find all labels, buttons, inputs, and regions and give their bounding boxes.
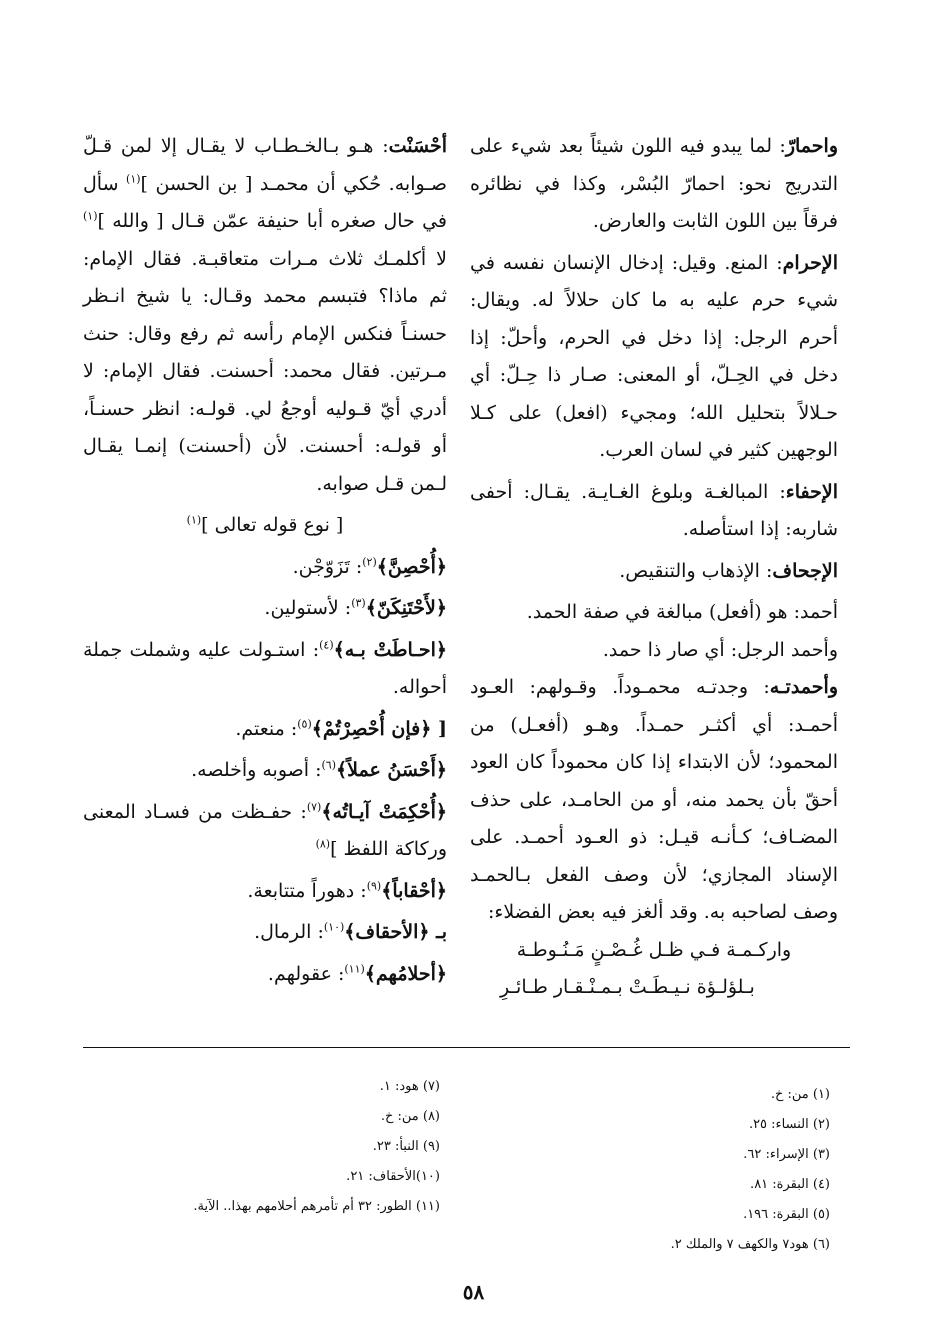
footnote-ref: (١) — [83, 209, 98, 223]
entry-term: واحمارّ — [785, 135, 838, 157]
left-column — [83, 128, 447, 997]
entry-term: ﴿أُحْصِنَّ﴾ — [376, 555, 447, 578]
quran-entry — [83, 711, 447, 749]
entry-ihram — [470, 245, 838, 470]
entry-term: الإحفاء — [785, 480, 838, 503]
footnote: (٧) هود: ١. — [379, 1079, 440, 1094]
footnote: (٩) النبأ: ٢٣. — [372, 1139, 440, 1154]
entry-term: ﴿أحلامُهم﴾ — [364, 962, 447, 985]
footnote: (٨) من: خ. — [380, 1109, 440, 1124]
entry-term: ﴿احـاطَتْ بـه﴾ — [333, 638, 447, 661]
poem-line-1: واركـمـة فـي ظـل غُـصْـنٍ مَـنُـوطـة — [516, 938, 792, 961]
entry-ahmad-rajul — [470, 632, 838, 670]
footnotes-left — [110, 1072, 440, 1222]
entry-text: : الرمال. — [254, 921, 324, 943]
footnote-ref: (٧) — [306, 800, 322, 814]
footnote-ref: (٦) — [321, 758, 337, 772]
section-heading-text: [ نوع قوله تعالى ] — [201, 514, 344, 536]
quran-entry — [83, 590, 447, 628]
footnote: (٣) الإسراء: ٦٢. — [743, 1147, 830, 1162]
entry-text: : وجدتـه محمـوداً. وقـولهم: العـود أحمـد: أي أكثـر حمـداً. وهـو (أفعـل) من المحمود؛ لأن الابتداء إذا كان محموداً كان العود أحقّ بأن يحمد منه، أو من الحامـد، على حذف المضـاف؛ كـأنـه قيـل: ذو العـود أحمـد. على الإسناد المجازي؛ لأن وصف الفعل بـالحمـد وصف لصاحبه به. وقد ألغز فيه بعض الفضلاء: — [470, 676, 838, 923]
footnote-ref: (٣) — [351, 596, 366, 610]
entry-text: أحمد: هو (أفعل) مبالغة في صفة الحمد. — [526, 601, 838, 623]
entry-text: وأحمد الرجل: أي صار ذا حمد. — [602, 638, 838, 661]
footnote-ref: (١) — [126, 172, 141, 186]
footnote-ref: (١٠) — [323, 920, 345, 934]
entry-text: : لأستولين. — [264, 597, 352, 619]
footnote: (٥) البقرة: ١٩٦. — [743, 1207, 830, 1222]
entry-term: الإجحاف — [772, 559, 838, 582]
entry-text: : عقولهم. — [267, 962, 345, 985]
quran-entry — [83, 549, 447, 587]
entry-text: : منعتم. — [235, 717, 298, 740]
entry-term: أحْسَنْت — [388, 135, 447, 157]
footnote-divider — [83, 1047, 850, 1048]
footnote: (١٠)الأحقاف: ٢١. — [346, 1169, 440, 1184]
entry-text: : الإذهاب والتنقيص. — [619, 559, 773, 582]
poem-line-2: بـلؤلـؤة نـيـطَـتْ بـمـنْـقـار طـائـرِ — [500, 976, 755, 998]
quran-entry — [83, 752, 447, 790]
footnote-ref: (٥) — [297, 717, 312, 731]
entry-ahmad — [470, 594, 838, 632]
entry-text: لا أكلمـك ثلاث مـرات متعاقبـة. فقال الإمام: ثم ماذا؟ فتبسم محمد وقـال: يا شيخ انـظر حسنـاً فنكس الإمام رأسه ثم رفع وقال: حنث مـرتين. فقال محمد: أحسنت. فقال الإمام: لا أدري أيّ قـوليه أوجعُ لي. قولـه: انظر حسنـاً، أو قولـه: أحسنت. لأن (أحسنت) إنمـا يقـال لـمن قـل صوابه. — [83, 247, 447, 495]
entry-term: ﴿أحْقاباً﴾ — [381, 879, 447, 902]
footnote: (١) من: خ. — [770, 1087, 830, 1102]
entry-term: ﴿أَحْسَنُ عملاً﴾ — [336, 759, 447, 781]
entry-term: ﴿أُحْكِمَتْ آيـاتُه﴾ — [321, 800, 447, 823]
entry-text: سأل في حال صغره أبا حنيفة عمّن قـال [ والله ] — [83, 172, 447, 232]
entry-term: ﴿لأَحْتَنِكَنّ﴾ — [365, 597, 447, 619]
entry-ahsanta — [83, 128, 447, 503]
entry-text: : لما يبدو فيه اللون شيئاً بعد شيء على التدريج نحو: احمارّ البُسْر، وكذا في نظائره فرقاً بين اللون الثابت والعارض. — [470, 135, 838, 232]
quran-entry — [83, 873, 447, 911]
entry-term: [ ﴿فإن أُحْصِرْتُمْ﴾ — [311, 717, 447, 740]
footnote-ref: (٨) — [315, 837, 331, 851]
footnote-ref: (١١) — [344, 962, 365, 976]
entry-text: : أصوبه وأخلصه. — [191, 759, 322, 781]
footnote: (١١) الطور: ٣٢ أم تأمرهم أحلامهم بهذا.. الآية. — [193, 1199, 440, 1214]
section-heading — [83, 507, 447, 545]
entry-text: : دهوراً متتابعة. — [247, 879, 367, 902]
footnote-ref: (٤) — [319, 638, 334, 652]
footnote: (٤) البقرة: ٨١. — [750, 1177, 830, 1192]
page-number: ٥٨ — [462, 1280, 485, 1304]
quran-entry — [83, 632, 447, 707]
footnote: (٦) هود٧ والكهف ٧ والملك ٢. — [670, 1237, 830, 1252]
footnote-ref: (٢) — [362, 555, 377, 569]
entry-text: : تَزَوّجْن. — [292, 555, 363, 578]
entry-text: : استـولت عليه وشملت جملة أحواله. — [83, 638, 447, 698]
entry-term: بـ ﴿الأحقاف﴾ — [344, 921, 447, 943]
entry-term: وأحمدتـه — [769, 676, 838, 698]
entry-ihmarr — [470, 128, 838, 241]
entry-ahmadtuhu — [470, 669, 838, 932]
quran-entry — [83, 794, 447, 869]
entry-text: : المنع. وقيل: إدخال الإنسان نفسه في شيء حرم عليه به ما كان حلالاً له. ويقال: أحرم الرجل: إذا دخل في الحرم، وأحلّ: إذا دخل في الحِـلّ، أو المعنى: صـار ذا حِـلّ: أي حـلالاً بتحليل الله؛ ومجيء (افعل) على كـلا الوجهين كثير في لسان العرب. — [470, 251, 838, 461]
footnote-ref: (٩) — [366, 879, 382, 893]
entry-ijhaf — [470, 553, 838, 591]
right-column — [470, 128, 838, 1007]
quran-entry — [83, 956, 447, 994]
quran-entry — [83, 914, 447, 952]
footnote-ref: (١) — [186, 513, 202, 527]
entry-ihfa — [470, 474, 838, 549]
entry-term: الإحرام — [782, 251, 838, 274]
footnote: (٢) النساء: ٢٥. — [748, 1117, 830, 1132]
entry-text: : حفـظت من فسـاد المعنى وركاكة اللفظ ] — [83, 800, 447, 860]
footnotes-right — [560, 1080, 830, 1260]
entry-text: : المبالغـة وبلوغ الغـايـة. يقـال: أحفى شاربه: إذا استأصله. — [470, 480, 838, 540]
entry-text: : هـو بـالخـطـاب لا يقـال إلا لمن قـلّ صـوابه. حُكي أن محمـد [ بن الحسن ] — [83, 135, 447, 195]
